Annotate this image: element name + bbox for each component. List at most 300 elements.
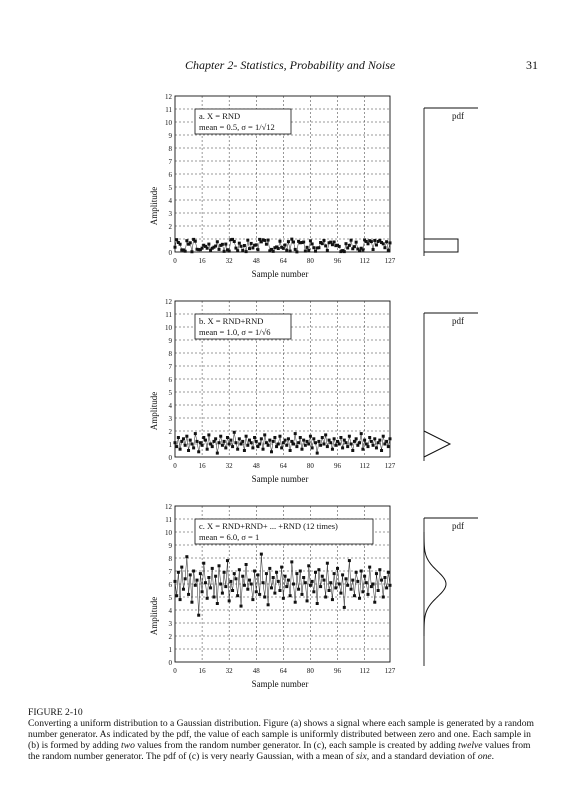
data-point bbox=[372, 248, 375, 251]
data-point bbox=[256, 573, 259, 576]
data-point bbox=[243, 584, 246, 587]
data-point bbox=[324, 244, 327, 247]
data-point bbox=[306, 246, 309, 249]
data-point bbox=[382, 596, 385, 599]
data-point bbox=[212, 596, 215, 599]
data-point bbox=[385, 440, 388, 443]
legend-box-c bbox=[195, 519, 373, 544]
data-point bbox=[258, 443, 261, 446]
data-point bbox=[282, 597, 285, 600]
data-point bbox=[289, 250, 292, 253]
data-point bbox=[224, 585, 227, 588]
pdf-label-c: pdf bbox=[452, 521, 464, 531]
data-point bbox=[297, 441, 300, 444]
data-point bbox=[234, 577, 237, 580]
data-point bbox=[224, 243, 227, 246]
data-point bbox=[307, 564, 310, 567]
legend-title-b: b. X = RND+RND bbox=[199, 316, 264, 326]
data-point bbox=[211, 445, 214, 448]
data-point bbox=[212, 440, 215, 443]
data-point bbox=[356, 444, 359, 447]
data-point bbox=[189, 573, 192, 576]
data-point bbox=[346, 246, 349, 249]
data-point bbox=[319, 585, 322, 588]
data-point bbox=[263, 433, 266, 436]
data-point bbox=[360, 570, 363, 573]
data-point bbox=[326, 249, 329, 252]
data-point bbox=[184, 444, 187, 447]
data-point bbox=[248, 579, 251, 582]
data-point bbox=[277, 580, 280, 583]
x-tick-label: 32 bbox=[225, 667, 233, 675]
data-point bbox=[189, 439, 192, 442]
data-point bbox=[251, 446, 254, 449]
data-point bbox=[260, 553, 263, 556]
data-point bbox=[299, 436, 302, 439]
data-point bbox=[185, 239, 188, 242]
figure-caption bbox=[28, 707, 540, 762]
y-tick-label: 8 bbox=[168, 145, 172, 153]
data-point bbox=[302, 576, 305, 579]
data-point bbox=[316, 452, 319, 455]
y-tick-label: 10 bbox=[165, 324, 172, 332]
pdf-plot-a bbox=[424, 108, 478, 256]
data-point bbox=[241, 249, 244, 252]
data-point bbox=[275, 445, 278, 448]
data-point bbox=[358, 597, 361, 600]
pdf-plot-b bbox=[424, 313, 478, 461]
data-point bbox=[339, 592, 342, 595]
data-point bbox=[312, 246, 315, 249]
data-point bbox=[284, 575, 287, 578]
y-tick-label: 1 bbox=[168, 646, 172, 654]
data-point bbox=[321, 242, 324, 245]
y-tick-label: 12 bbox=[165, 298, 172, 306]
data-point bbox=[199, 572, 202, 575]
y-tick-label: 5 bbox=[168, 389, 172, 397]
y-tick-label: 6 bbox=[168, 376, 172, 384]
data-point bbox=[248, 439, 251, 442]
data-point bbox=[282, 247, 285, 250]
data-point bbox=[382, 242, 385, 245]
caption-segment: two bbox=[121, 740, 135, 751]
data-point bbox=[292, 443, 295, 446]
data-point bbox=[194, 584, 197, 587]
data-point bbox=[380, 449, 383, 452]
data-point bbox=[295, 572, 298, 575]
data-point bbox=[278, 240, 281, 243]
data-point bbox=[218, 248, 221, 251]
data-point bbox=[206, 247, 209, 250]
data-point bbox=[272, 440, 275, 443]
caption-segment: values from the random number generator. The pdf of (c) is very nearly Gaussian, with a mean of bbox=[28, 740, 531, 762]
data-point bbox=[355, 571, 358, 574]
data-point bbox=[331, 598, 334, 601]
data-point bbox=[339, 436, 342, 439]
data-point bbox=[378, 439, 381, 442]
data-point bbox=[363, 439, 366, 442]
data-point bbox=[290, 440, 293, 443]
data-point bbox=[290, 560, 293, 563]
data-point bbox=[253, 436, 256, 439]
data-point bbox=[309, 239, 312, 242]
data-point bbox=[204, 439, 207, 442]
data-point bbox=[199, 441, 202, 444]
x-tick-label: 64 bbox=[279, 667, 287, 675]
pdf-label-b: pdf bbox=[452, 316, 464, 326]
data-point bbox=[223, 440, 226, 443]
data-point bbox=[270, 450, 273, 453]
data-point bbox=[272, 250, 275, 253]
data-point bbox=[224, 446, 227, 449]
data-point bbox=[353, 594, 356, 597]
pdf-curve bbox=[424, 431, 450, 457]
data-point bbox=[260, 437, 263, 440]
data-point bbox=[329, 581, 332, 584]
caption-segment: one bbox=[477, 751, 492, 762]
data-point bbox=[287, 579, 290, 582]
data-point bbox=[322, 579, 325, 582]
figure-caption-text bbox=[28, 718, 534, 762]
data-point bbox=[236, 594, 239, 597]
data-point bbox=[187, 449, 190, 452]
pdf-curve bbox=[424, 532, 446, 636]
x-tick-label: 48 bbox=[252, 667, 260, 675]
y-tick-label: 0 bbox=[168, 249, 172, 257]
data-point bbox=[328, 439, 331, 442]
data-point bbox=[262, 448, 265, 451]
data-point bbox=[334, 444, 337, 447]
x-tick-label: 16 bbox=[198, 667, 206, 675]
y-tick-label: 6 bbox=[168, 581, 172, 589]
y-tick-label: 0 bbox=[168, 659, 172, 667]
data-point bbox=[206, 448, 209, 451]
data-point bbox=[190, 443, 193, 446]
data-point bbox=[389, 584, 392, 587]
data-point bbox=[344, 242, 347, 245]
data-point bbox=[245, 250, 248, 253]
data-point bbox=[280, 446, 283, 449]
data-point bbox=[190, 601, 193, 604]
x-tick-label: 96 bbox=[334, 667, 342, 675]
data-point bbox=[184, 250, 187, 253]
data-point bbox=[304, 581, 307, 584]
data-point bbox=[370, 585, 373, 588]
data-point bbox=[366, 445, 369, 448]
data-point bbox=[375, 446, 378, 449]
data-point bbox=[338, 245, 341, 248]
data-point bbox=[326, 562, 329, 565]
data-point bbox=[273, 592, 276, 595]
legend-stats-c: mean = 6.0, σ = 1 bbox=[199, 532, 260, 542]
data-point bbox=[329, 441, 332, 444]
data-point bbox=[270, 586, 273, 589]
data-point bbox=[201, 247, 204, 250]
y-tick-label: 3 bbox=[168, 210, 172, 218]
x-tick-label: 127 bbox=[384, 667, 396, 675]
data-point bbox=[299, 570, 302, 573]
y-axis-label-c: Amplitude bbox=[149, 596, 159, 636]
data-point bbox=[240, 443, 243, 446]
data-point bbox=[383, 246, 386, 249]
data-point bbox=[246, 588, 249, 591]
data-point bbox=[243, 244, 246, 247]
data-point bbox=[311, 446, 314, 449]
data-point bbox=[292, 240, 295, 243]
data-point bbox=[175, 594, 178, 597]
x-tick-label: 0 bbox=[173, 462, 177, 470]
data-point bbox=[377, 441, 380, 444]
data-point bbox=[372, 444, 375, 447]
data-point bbox=[360, 432, 363, 435]
y-tick-label: 12 bbox=[165, 93, 172, 101]
data-point bbox=[240, 245, 243, 248]
x-tick-label: 64 bbox=[279, 257, 287, 265]
data-point bbox=[312, 590, 315, 593]
data-point bbox=[372, 583, 375, 586]
data-point bbox=[228, 599, 231, 602]
data-point bbox=[241, 440, 244, 443]
data-point bbox=[282, 441, 285, 444]
data-point bbox=[196, 440, 199, 443]
data-point bbox=[333, 437, 336, 440]
data-point bbox=[356, 580, 359, 583]
data-point bbox=[343, 439, 346, 442]
x-tick-label: 0 bbox=[173, 257, 177, 265]
data-point bbox=[285, 444, 288, 447]
data-point bbox=[250, 583, 253, 586]
data-point bbox=[346, 445, 349, 448]
data-point bbox=[233, 572, 236, 575]
data-point bbox=[241, 575, 244, 578]
data-point bbox=[185, 435, 188, 438]
data-point bbox=[177, 436, 180, 439]
data-point bbox=[309, 584, 312, 587]
data-point bbox=[197, 450, 200, 453]
data-point bbox=[275, 571, 278, 574]
y-tick-label: 8 bbox=[168, 555, 172, 563]
data-point bbox=[312, 437, 315, 440]
y-tick-label: 4 bbox=[168, 197, 172, 205]
data-point bbox=[236, 448, 239, 451]
data-point bbox=[238, 437, 241, 440]
data-point bbox=[343, 606, 346, 609]
data-point bbox=[255, 440, 258, 443]
data-point bbox=[190, 250, 193, 253]
page-header bbox=[0, 58, 566, 78]
data-point bbox=[287, 437, 290, 440]
data-point bbox=[250, 441, 253, 444]
data-point bbox=[295, 250, 298, 253]
data-point bbox=[294, 601, 297, 604]
data-point bbox=[350, 588, 353, 591]
data-point bbox=[358, 441, 361, 444]
y-tick-label: 1 bbox=[168, 441, 172, 449]
data-point bbox=[229, 580, 232, 583]
x-tick-label: 64 bbox=[279, 462, 287, 470]
data-point bbox=[192, 570, 195, 573]
data-point bbox=[265, 243, 268, 246]
data-point bbox=[341, 446, 344, 449]
data-point bbox=[383, 576, 386, 579]
data-point bbox=[290, 238, 293, 241]
data-point bbox=[278, 435, 281, 438]
signal-line bbox=[175, 554, 390, 615]
x-tick-label: 48 bbox=[252, 257, 260, 265]
data-point bbox=[265, 441, 268, 444]
data-point bbox=[333, 240, 336, 243]
data-point bbox=[207, 576, 210, 579]
x-tick-label: 0 bbox=[173, 667, 177, 675]
figure-label: FIGURE 2-10 bbox=[28, 707, 83, 718]
data-point bbox=[238, 568, 241, 571]
page-number: 31 bbox=[526, 58, 538, 72]
data-point bbox=[202, 562, 205, 565]
data-point bbox=[334, 586, 337, 589]
data-point bbox=[182, 437, 185, 440]
data-point bbox=[284, 243, 287, 246]
figure-panel-b bbox=[0, 293, 566, 493]
data-point bbox=[246, 239, 249, 242]
data-point bbox=[204, 581, 207, 584]
data-point bbox=[329, 241, 332, 244]
data-point bbox=[361, 590, 364, 593]
data-point bbox=[184, 577, 187, 580]
legend-stats-a: mean = 0.5, σ = 1/√12 bbox=[199, 122, 275, 132]
data-point bbox=[373, 601, 376, 604]
y-axis-label-b: Amplitude bbox=[149, 391, 159, 431]
data-point bbox=[228, 443, 231, 446]
x-axis-label-a: Sample number bbox=[251, 269, 309, 279]
data-point bbox=[182, 588, 185, 591]
data-point bbox=[277, 443, 280, 446]
data-point bbox=[306, 440, 309, 443]
data-point bbox=[294, 432, 297, 435]
legend-stats-b: mean = 1.0, σ = 1/√6 bbox=[199, 327, 271, 337]
y-tick-label: 2 bbox=[168, 223, 172, 231]
data-point bbox=[346, 584, 349, 587]
data-point bbox=[295, 445, 298, 448]
data-point bbox=[251, 598, 254, 601]
x-tick-label: 80 bbox=[306, 667, 314, 675]
data-point bbox=[324, 433, 327, 436]
data-point bbox=[385, 586, 388, 589]
y-tick-label: 7 bbox=[168, 158, 172, 166]
data-point bbox=[179, 243, 182, 246]
data-point bbox=[226, 436, 229, 439]
data-point bbox=[202, 436, 205, 439]
data-point bbox=[219, 583, 222, 586]
data-point bbox=[221, 592, 224, 595]
y-tick-label: 4 bbox=[168, 607, 172, 615]
data-point bbox=[363, 575, 366, 578]
data-point bbox=[348, 435, 351, 438]
data-point bbox=[336, 440, 339, 443]
data-point bbox=[358, 249, 361, 252]
data-point bbox=[284, 439, 287, 442]
data-point bbox=[285, 249, 288, 252]
data-point bbox=[175, 445, 178, 448]
data-point bbox=[370, 440, 373, 443]
data-point bbox=[194, 240, 197, 243]
legend-title-c: c. X = RND+RND+ ... +RND (12 times) bbox=[199, 521, 338, 531]
data-point bbox=[221, 243, 224, 246]
data-point bbox=[328, 589, 331, 592]
x-tick-label: 80 bbox=[306, 462, 314, 470]
data-point bbox=[223, 250, 226, 253]
data-point bbox=[185, 555, 188, 558]
data-point bbox=[353, 245, 356, 248]
data-point bbox=[218, 564, 221, 567]
data-point bbox=[268, 439, 271, 442]
y-tick-label: 10 bbox=[165, 529, 172, 537]
data-point bbox=[366, 242, 369, 245]
data-point bbox=[375, 572, 378, 575]
data-point bbox=[287, 240, 290, 243]
data-point bbox=[280, 566, 283, 569]
y-tick-label: 3 bbox=[168, 415, 172, 423]
data-point bbox=[263, 596, 266, 599]
data-point bbox=[278, 589, 281, 592]
data-point bbox=[368, 436, 371, 439]
data-point bbox=[311, 242, 314, 245]
data-point bbox=[234, 441, 237, 444]
data-point bbox=[387, 249, 390, 252]
data-point bbox=[304, 250, 307, 253]
data-point bbox=[216, 240, 219, 243]
data-point bbox=[377, 589, 380, 592]
y-tick-label: 5 bbox=[168, 184, 172, 192]
caption-segment: . bbox=[491, 751, 495, 762]
data-point bbox=[361, 248, 364, 251]
y-tick-label: 11 bbox=[165, 516, 172, 524]
legend-title-a: a. X = RND bbox=[199, 111, 241, 121]
data-point bbox=[351, 579, 354, 582]
data-point bbox=[361, 448, 364, 451]
caption-segment: twelve bbox=[458, 740, 483, 751]
data-point bbox=[223, 571, 226, 574]
y-tick-label: 9 bbox=[168, 132, 172, 140]
data-point bbox=[302, 240, 305, 243]
x-tick-label: 32 bbox=[225, 257, 233, 265]
data-point bbox=[350, 443, 353, 446]
data-point bbox=[250, 242, 253, 245]
data-point bbox=[333, 572, 336, 575]
data-point bbox=[243, 449, 246, 452]
data-point bbox=[174, 246, 177, 249]
caption-segment: , and a standard deviation of bbox=[366, 751, 478, 762]
data-point bbox=[262, 581, 265, 584]
data-point bbox=[255, 243, 258, 246]
data-point bbox=[196, 579, 199, 582]
data-point bbox=[268, 567, 271, 570]
data-point bbox=[175, 238, 178, 241]
y-tick-label: 12 bbox=[165, 503, 172, 511]
y-tick-label: 11 bbox=[165, 106, 172, 114]
data-point bbox=[307, 249, 310, 252]
x-axis-label-c: Sample number bbox=[251, 679, 309, 689]
y-tick-label: 3 bbox=[168, 620, 172, 628]
data-point bbox=[383, 443, 386, 446]
data-point bbox=[304, 444, 307, 447]
data-point bbox=[194, 432, 197, 435]
x-tick-label: 80 bbox=[306, 257, 314, 265]
data-point bbox=[385, 240, 388, 243]
data-point bbox=[267, 603, 270, 606]
data-point bbox=[211, 567, 214, 570]
data-point bbox=[218, 441, 221, 444]
data-point bbox=[248, 247, 251, 250]
